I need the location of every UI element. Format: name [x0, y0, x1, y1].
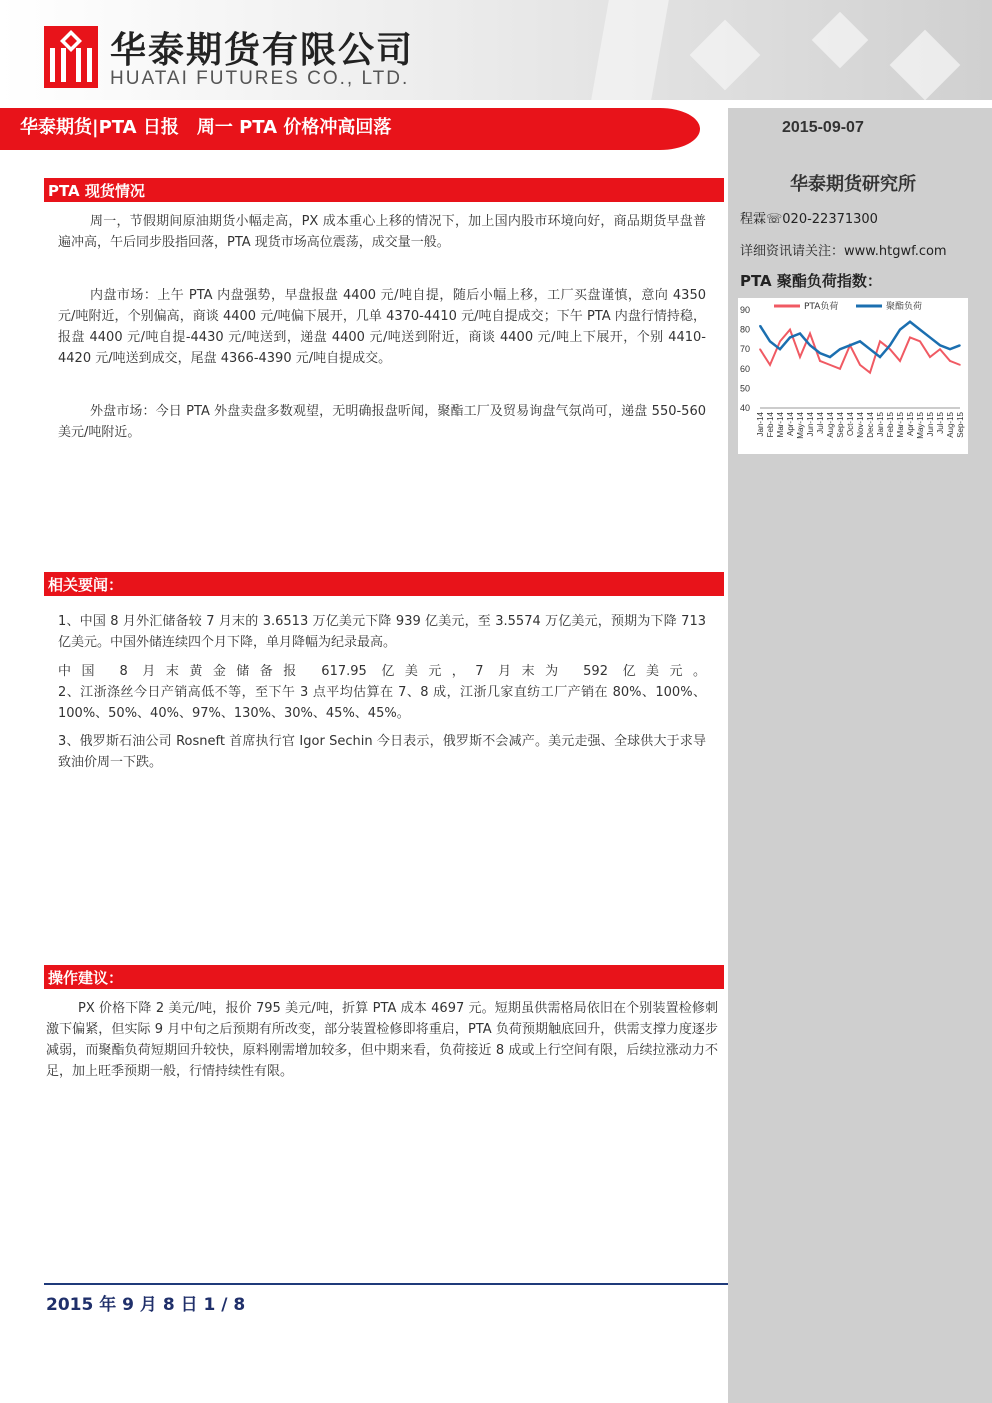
data-point [769, 341, 771, 343]
institute-name: 华泰期货研究所 [790, 174, 916, 195]
section-title-advice: 操作建议： [48, 969, 124, 987]
data-point [769, 364, 771, 366]
x-tick-label: May-15 [916, 412, 925, 439]
phone-icon: ☏ [766, 212, 783, 227]
data-point [919, 341, 921, 343]
data-point [939, 348, 941, 350]
data-point [909, 337, 911, 339]
section-header-news [44, 572, 724, 596]
contact-phone: 020-22371300 [782, 212, 878, 227]
x-tick-label: Nov-14 [856, 412, 865, 438]
news-item: 1、中国 8 月外汇储备较 7 月末的 3.6513 万亿美元下降 939 亿美元，至 3.5574 万亿美元，预期为下降 713 亿美元。中国外储连续四个月下降，单月降幅为纪录最高。 [58, 614, 706, 650]
x-tick-label: Aug-15 [946, 412, 955, 438]
data-point [829, 364, 831, 366]
x-tick-label: Feb-14 [766, 412, 775, 438]
report-title: 华泰期货|PTA 日报 周一 PTA 价格冲高回落 [20, 117, 392, 138]
data-point [789, 329, 791, 331]
x-tick-label: Mar-15 [896, 412, 905, 438]
data-point [809, 344, 811, 346]
contact-name: 程霖 [740, 212, 767, 227]
legend-label: 聚酯负荷 [886, 302, 923, 312]
data-point [869, 372, 871, 374]
spot-paragraph: 内盘市场：上午 PTA 内盘强势，早盘报盘 4400 元/吨自提，随后小幅上移，工厂买盘谨慎，意向 4350 元/吨附近，个别偏高，商谈 4400 元/吨偏下展开，几单 4370-4410 元/吨自提成交；下午 PTA 内盘行情持稳，报盘 4400 元/吨自提-4430 元/吨送到，递盘 4400 元/吨送到附近，商谈 4400 元/吨上下展开，个别 4410-4420 元/吨送到成交，尾盘 4366-4390 元/吨自提成交。 [58, 288, 706, 366]
footer-date-page: 2015 年 9 月 8 日 1 / 8 [46, 1295, 246, 1315]
company-name-cn: 华泰期货有限公司 [110, 30, 415, 71]
data-point [889, 344, 891, 346]
spot-paragraph: 外盘市场：今日 PTA 外盘卖盘多数观望，无明确报盘听闻，聚酯工厂及贸易询盘气氛尚可，递盘 550-560 美元/吨附近。 [58, 404, 706, 440]
data-point [839, 368, 841, 370]
company-name-en: HUATAI FUTURES CO., LTD. [110, 68, 410, 89]
x-tick-label: Jan-15 [876, 412, 885, 437]
data-point [929, 356, 931, 358]
x-tick-label: Dec-14 [866, 412, 875, 438]
x-tick-label: Jun-15 [926, 412, 935, 437]
data-point [799, 356, 801, 358]
header-decoration [890, 30, 961, 100]
data-point [879, 341, 881, 343]
y-tick-label: 80 [740, 324, 751, 335]
x-tick-label: Aug-14 [826, 412, 835, 438]
data-point [779, 348, 781, 350]
series-line [760, 322, 960, 357]
company-logo [44, 26, 98, 88]
data-point [819, 352, 821, 354]
data-point [759, 325, 761, 327]
data-point [869, 348, 871, 350]
y-tick-label: 90 [740, 305, 751, 315]
footer-divider [44, 1283, 728, 1285]
news-item: 2、江浙涤丝今日产销高低不等，至下午 3 点平均估算在 7、8 成，江浙几家直纺工厂产销在 80%、100%、100%、50%、40%、97%、130%、30%、45%、45%。 [58, 685, 706, 721]
contact-line [740, 208, 878, 227]
x-tick-label: Oct-14 [846, 412, 855, 437]
data-point [819, 360, 821, 362]
website-link[interactable]: www.htgwf.com [844, 244, 947, 259]
section-title-spot: PTA 现货情况 [48, 182, 145, 200]
data-point [849, 344, 851, 346]
news-item: 3、俄罗斯石油公司 Rosneft 首席执行官 Igor Sechin 今日表示，俄罗斯不会减产。美元走强、全球供大于求导致油价周一下跌。 [58, 734, 706, 770]
x-tick-label: Sep-14 [836, 412, 845, 438]
x-tick-label: Mar-14 [776, 412, 785, 438]
data-point [829, 356, 831, 358]
legend-label: PTA负荷 [804, 302, 839, 312]
y-tick-label: 40 [740, 403, 751, 413]
header-decoration [812, 12, 869, 69]
data-point [929, 337, 931, 339]
chart-title: PTA 聚酯负荷指数： [740, 272, 882, 290]
data-point [949, 360, 951, 362]
x-tick-label: Jun-14 [806, 412, 815, 437]
header-decoration [690, 20, 761, 91]
data-point [879, 356, 881, 358]
data-point [779, 341, 781, 343]
header-decoration [591, 0, 669, 100]
data-point [759, 348, 761, 350]
data-point [799, 333, 801, 335]
news-item: 中国 8 月末黄金储备报 617.95 亿美元，7 月末为 592 亿美元。 [58, 664, 706, 679]
y-tick-label: 50 [740, 383, 751, 394]
x-tick-label: Jul-15 [936, 412, 945, 434]
x-tick-label: Sep-15 [956, 412, 965, 438]
advice-paragraph: PX 价格下降 2 美元/吨，报价 795 美元/吨，折算 PTA 成本 4697 元。短期虽供需格局依旧在个别装置检修刺激下偏紧，但实际 9 月中旬之后预期有所改变，部分装置检修即将重启，PTA 负荷预期触底回升，供需支撑力度逐步减弱，而聚酯负荷短期回升较快，原料刚需增加较多，但中期来看，负荷接近 8 成或上行空间有限，后续拉涨动力不足，加上旺季预期一般，行情持续性有限。 [46, 1001, 718, 1079]
chart-svg [738, 298, 968, 454]
data-point [889, 348, 891, 350]
website-prefix: 详细资讯请关注： [740, 244, 845, 259]
data-point [839, 348, 841, 350]
x-tick-label: May-14 [796, 412, 805, 439]
y-tick-label: 60 [740, 363, 751, 374]
section-header-spot [44, 178, 724, 202]
x-tick-label: Apr-15 [906, 412, 915, 437]
website-line [740, 240, 947, 259]
data-point [919, 329, 921, 331]
load-index-chart [738, 298, 968, 454]
data-point [809, 333, 811, 335]
data-point [899, 360, 901, 362]
data-point [959, 344, 961, 346]
data-point [959, 364, 961, 366]
x-tick-label: Apr-14 [786, 412, 795, 437]
data-point [899, 329, 901, 331]
data-point [909, 321, 911, 323]
x-tick-label: Jul-14 [816, 412, 825, 434]
section-title-news: 相关要闻： [48, 576, 124, 594]
data-point [939, 344, 941, 346]
data-point [859, 341, 861, 343]
spot-paragraph: 周一，节假期间原油期货小幅走高，PX 成本重心上移的情况下，加上国内股市环境向好，商品期货早盘普遍冲高，午后同步股指回落，PTA 现货市场高位震荡，成交量一般。 [58, 214, 706, 250]
x-tick-label: Jan-14 [756, 412, 765, 437]
x-tick-label: Feb-15 [886, 412, 895, 438]
y-tick-label: 70 [740, 344, 751, 355]
report-date: 2015-09-07 [782, 119, 864, 136]
data-point [789, 337, 791, 339]
data-point [949, 348, 951, 350]
section-header-advice [44, 965, 724, 989]
data-point [859, 364, 861, 366]
